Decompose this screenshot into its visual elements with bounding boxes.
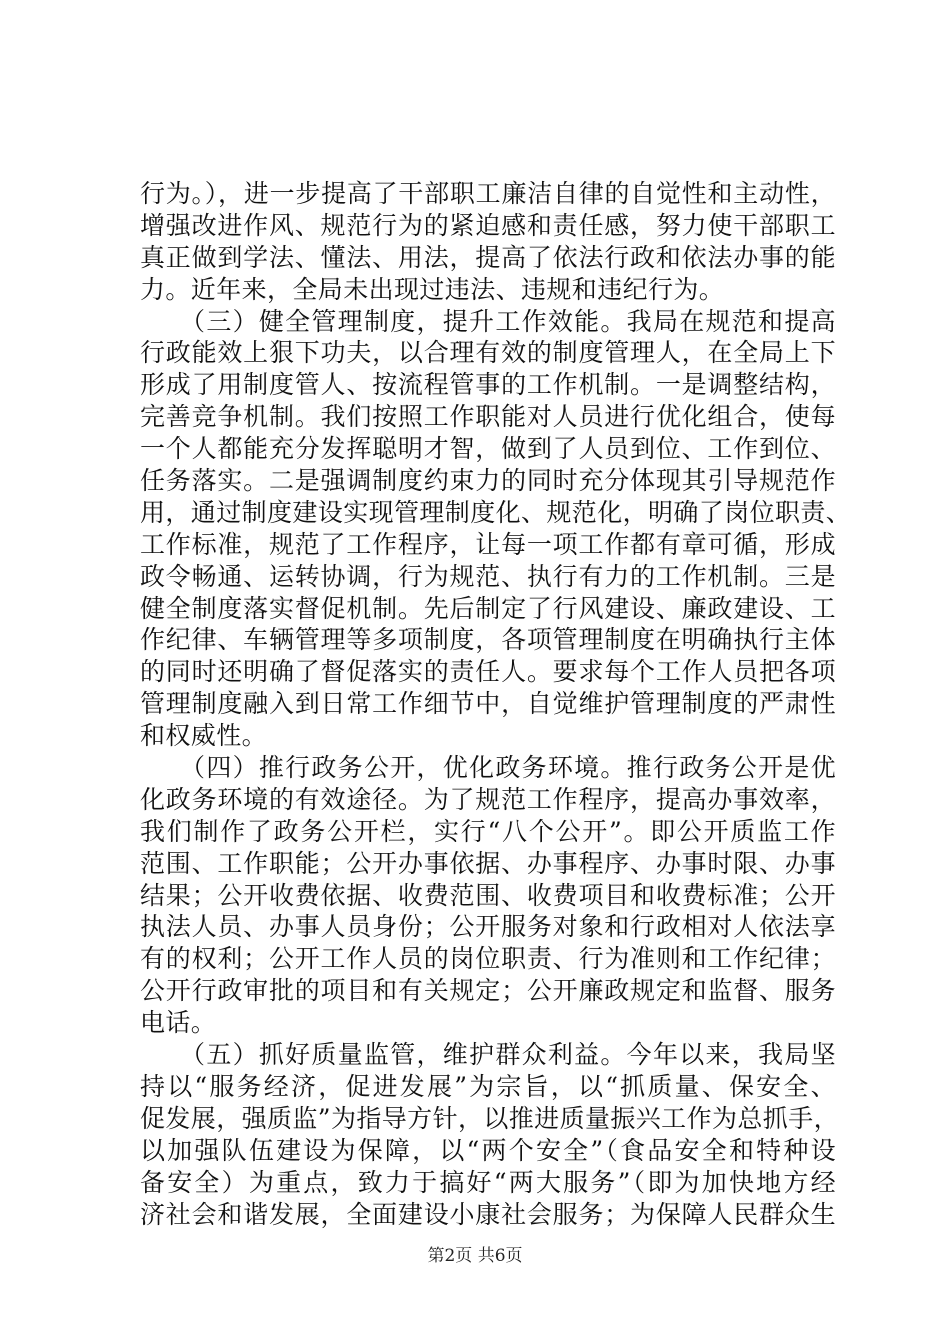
text-line: 政令畅通、运转协调，行为规范、执行有力的工作机制。三是 xyxy=(140,561,836,591)
text-line: 任务落实。二是强调制度约束力的同时充分体现其引导规范作 xyxy=(140,466,836,496)
text-line: 范围、工作职能；公开办事依据、办事程序、办事时限、办事 xyxy=(140,848,836,878)
text-line: 健全制度落实督促机制。先后制定了行风建设、廉政建设、工 xyxy=(140,593,836,623)
text-line: 我们制作了政务公开栏，实行“八个公开”。即公开质监工作 xyxy=(140,816,836,846)
text-line: 形成了用制度管人、按流程管事的工作机制。一是调整结构， xyxy=(140,370,836,400)
text-line: 工作标准，规范了工作程序，让每一项工作都有章可循，形成 xyxy=(140,529,836,559)
text-line: 执法人员、办事人员身份；公开服务对象和行政相对人依法享 xyxy=(140,912,836,942)
text-line: 增强改进作风、规范行为的紧迫感和责任感，努力使干部职工 xyxy=(140,210,836,240)
text-line: 以加强队伍建设为保障，以“两个安全”（食品安全和特种设 xyxy=(140,1135,836,1165)
text-line: 化政务环境的有效途径。为了规范工作程序，提高办事效率， xyxy=(140,784,836,814)
text-line: 和权威性。 xyxy=(140,721,268,751)
text-line: 有的权利；公开工作人员的岗位职责、行为准则和工作纪律； xyxy=(140,944,836,974)
text-line: 公开行政审批的项目和有关规定；公开廉政规定和监督、服务 xyxy=(140,976,836,1006)
text-line: 管理制度融入到日常工作细节中，自觉维护管理制度的严肃性 xyxy=(140,689,836,719)
text-line: 结果；公开收费依据、收费范围、收费项目和收费标准；公开 xyxy=(140,880,836,910)
text-line: 行为。），进一步提高了干部职工廉洁自律的自觉性和主动性， xyxy=(140,179,836,208)
text-line: 持以“服务经济，促进发展”为宗旨，以“抓质量、保安全、 xyxy=(140,1071,836,1101)
text-line: 力。近年来，全局未出现过违法、违规和违纪行为。 xyxy=(140,274,725,304)
text-line: 电话。 xyxy=(140,1008,217,1038)
text-line: 完善竞争机制。我们按照工作职能对人员进行优化组合，使每 xyxy=(140,402,836,432)
text-line: 备安全）为重点，致力于搞好“两大服务”（即为加快地方经 xyxy=(140,1167,836,1197)
text-line: 真正做到学法、懂法、用法，提高了依法行政和依法办事的能 xyxy=(140,242,836,272)
text-line: 的同时还明确了督促落实的责任人。要求每个工作人员把各项 xyxy=(140,657,836,687)
text-line: 济社会和谐发展，全面建设小康社会服务；为保障人民群众生 xyxy=(140,1199,836,1229)
text-line: 促发展，强质监”为指导方针，以推进质量振兴工作为总抓手， xyxy=(140,1103,839,1133)
text-line: 作纪律、车辆管理等多项制度，各项管理制度在明确执行主体 xyxy=(140,625,836,655)
text-line: 一个人都能充分发挥聪明才智，做到了人员到位、工作到位、 xyxy=(140,434,836,464)
text-line: 行政能效上狠下功夫，以合理有效的制度管理人，在全局上下 xyxy=(140,338,836,368)
body-text xyxy=(140,178,852,1230)
text-line: （四）推行政务公开，优化政务环境。推行政务公开是优 xyxy=(140,753,836,783)
text-line: （五）抓好质量监管，维护群众利益。今年以来，我局坚 xyxy=(140,1040,836,1070)
text-line: （三）健全管理制度，提升工作效能。我局在规范和提高 xyxy=(140,306,836,336)
text-line: 用，通过制度建设实现管理制度化、规范化，明确了岗位职责、 xyxy=(140,497,852,527)
page-number-footer: 第2页 共6页 xyxy=(427,1246,523,1266)
